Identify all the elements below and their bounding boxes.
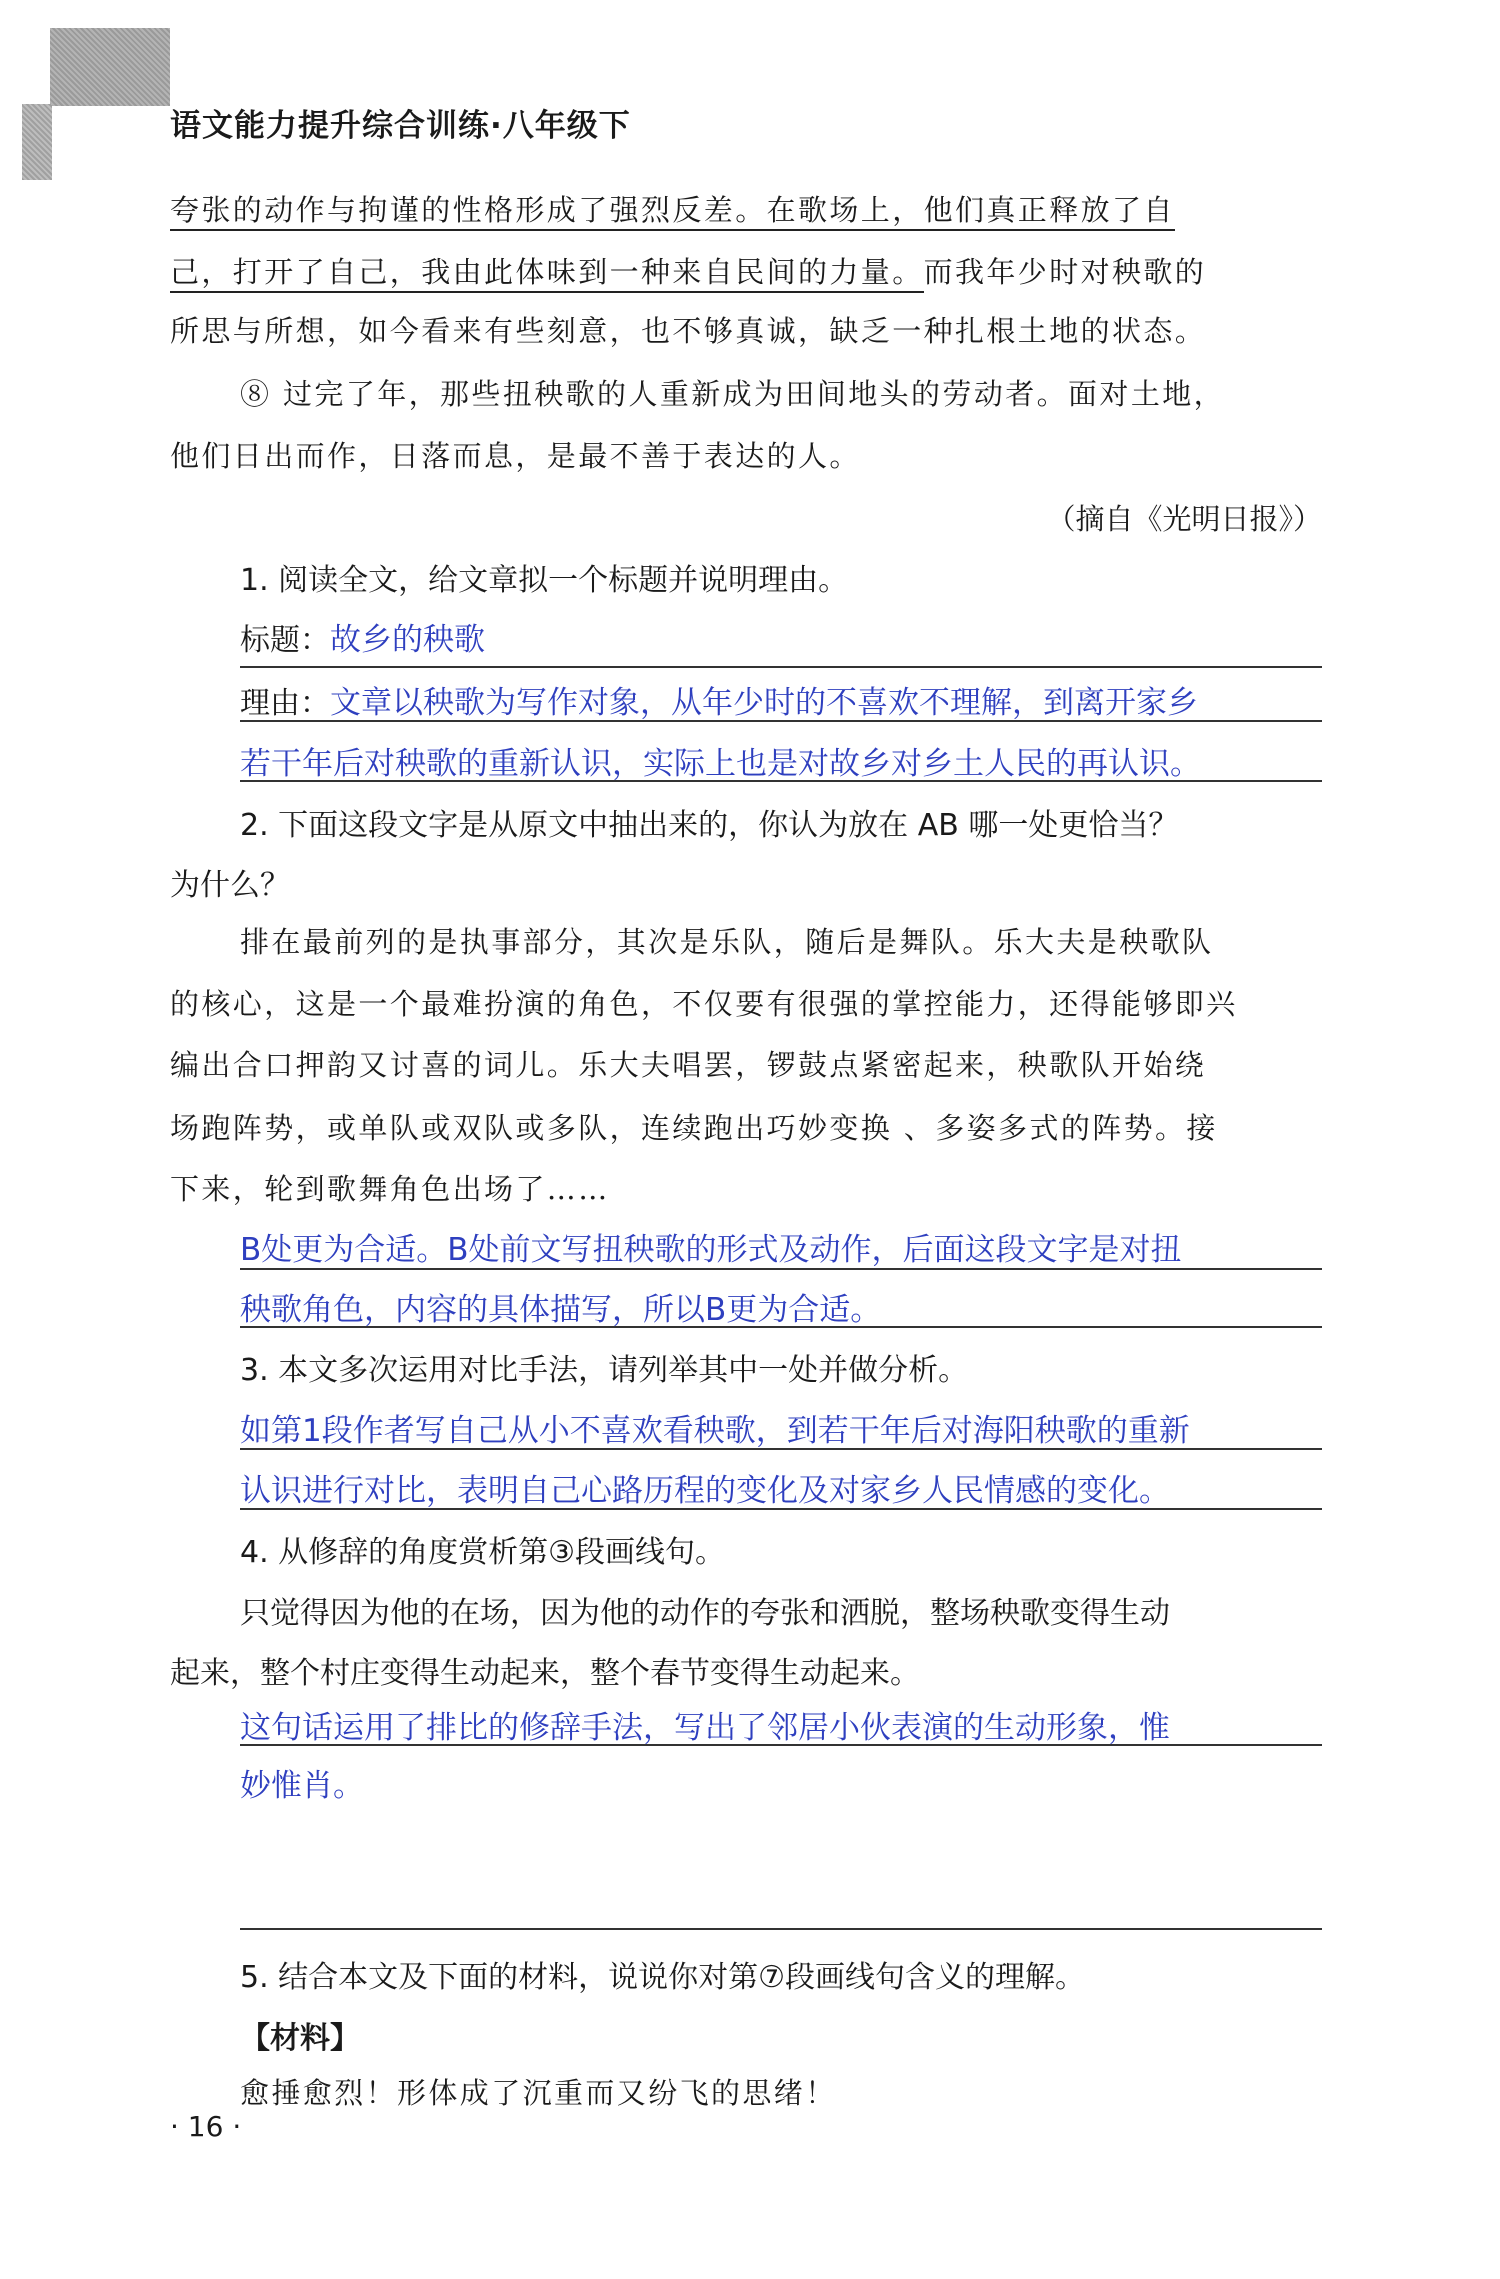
material-line: 愈捶愈烈！形体成了沉重而又纷飞的思绪！ (240, 2076, 837, 2110)
excerpt-line: 编出合口押韵又讨喜的词儿。乐大夫唱罢，锣鼓点紧密起来，秧歌队开始绕 (170, 1048, 1207, 1082)
handwritten-answer: 秧歌角色，内容的具体描写，所以B更为合适。 (240, 1292, 882, 1328)
corner-decoration (50, 28, 170, 106)
quote-line: 起来，整个村庄变得生动起来，整个春节变得生动起来。 (170, 1656, 920, 1691)
passage-line: ⑧ 过完了年，那些扭秧歌的人重新成为田间地头的劳动者。面对土地， (240, 377, 1226, 411)
question-2-cont: 为什么？ (170, 868, 290, 903)
handwritten-answer: 妙惟肖。 (240, 1768, 364, 1804)
question-2: 2. 下面这段文字是从原文中抽出来的，你认为放在 AB 哪一处更恰当？ (240, 808, 1179, 843)
passage-line (170, 188, 1175, 229)
material-label: 【材料】 (240, 2021, 360, 2056)
page-header: 语文能力提升综合训练·八年级下 (170, 108, 631, 144)
corner-decoration-strip (22, 104, 52, 180)
underlined-sentence: 己，打开了自己，我由此体味到一种来自民间的力量。 (170, 255, 924, 293)
passage-line: 己，打开了自己，我由此体味到一种来自民间的力量。而我年少时对秧歌的 (170, 250, 1206, 291)
excerpt-line: 排在最前列的是执事部分，其次是乐队，随后是舞队。乐大夫是秧歌队 (240, 925, 1214, 959)
page-number: · 16 · (170, 2110, 242, 2143)
question-1: 1. 阅读全文，给文章拟一个标题并说明理由。 (240, 563, 849, 598)
passage-line: 所思与所想，如今看来有些刻意，也不够真诚，缺乏一种扎根土地的状态。 (170, 314, 1207, 348)
handwritten-answer: 文章以秧歌为写作对象，从年少时的不喜欢不理解，到离开家乡 (330, 685, 1198, 721)
passage-line: 他们日出而作，日落而息，是最不善于表达的人。 (170, 439, 861, 473)
quote-line: 只觉得因为他的在场，因为他的动作的夸张和洒脱，整场秧歌变得生动 (240, 1596, 1170, 1631)
excerpt-line: 场跑阵势，或单队或双队或多队，连续跑出巧妙变换 、多姿多式的阵势。接 (170, 1111, 1218, 1145)
source-citation: （摘自《光明日报》） (1046, 502, 1322, 536)
answer-rule (240, 1744, 1322, 1746)
excerpt-line: 的核心，这是一个最难扮演的角色，不仅要有很强的掌控能力，还得能够即兴 (170, 987, 1238, 1021)
handwritten-answer: 这句话运用了排比的修辞手法，写出了邻居小伙表演的生动形象，惟 (240, 1710, 1170, 1746)
answer-rule (240, 1326, 1322, 1328)
handwritten-answer: 认识进行对比，表明自己心路历程的变化及对家乡人民情感的变化。 (240, 1473, 1170, 1509)
answer-rule (240, 1928, 1322, 1930)
reason-answer-row (240, 677, 1198, 722)
answer-rule (240, 1268, 1322, 1270)
reason-label: 理由： (240, 686, 330, 721)
handwritten-answer: 若干年后对秧歌的重新认识，实际上也是对故乡对乡土人民的再认识。 (240, 746, 1201, 782)
question-4: 4. 从修辞的角度赏析第③段画线句。 (240, 1535, 726, 1570)
handwritten-answer: 故乡的秧歌 (330, 622, 485, 658)
question-5: 5. 结合本文及下面的材料，说说你对第⑦段画线句含义的理解。 (240, 1960, 1086, 1995)
title-answer-row (240, 614, 485, 659)
title-label: 标题： (240, 623, 330, 658)
answer-rule (240, 666, 1322, 668)
answer-rule (240, 1448, 1322, 1450)
answer-rule (240, 780, 1322, 782)
answer-rule (240, 720, 1322, 722)
handwritten-answer: B处更为合适。B处前文写扭秧歌的形式及动作，后面这段文字是对扭 (240, 1232, 1182, 1268)
handwritten-answer: 如第1段作者写自己从小不喜欢看秧歌，到若干年后对海阳秧歌的重新 (240, 1413, 1190, 1449)
excerpt-line: 下来，轮到歌舞角色出场了…… (170, 1172, 610, 1206)
question-3: 3. 本文多次运用对比手法，请列举其中一处并做分析。 (240, 1353, 969, 1388)
answer-rule (240, 1508, 1322, 1510)
underlined-sentence: 夸张的动作与拘谨的性格形成了强烈反差。在歌场上，他们真正释放了自 (170, 193, 1175, 231)
